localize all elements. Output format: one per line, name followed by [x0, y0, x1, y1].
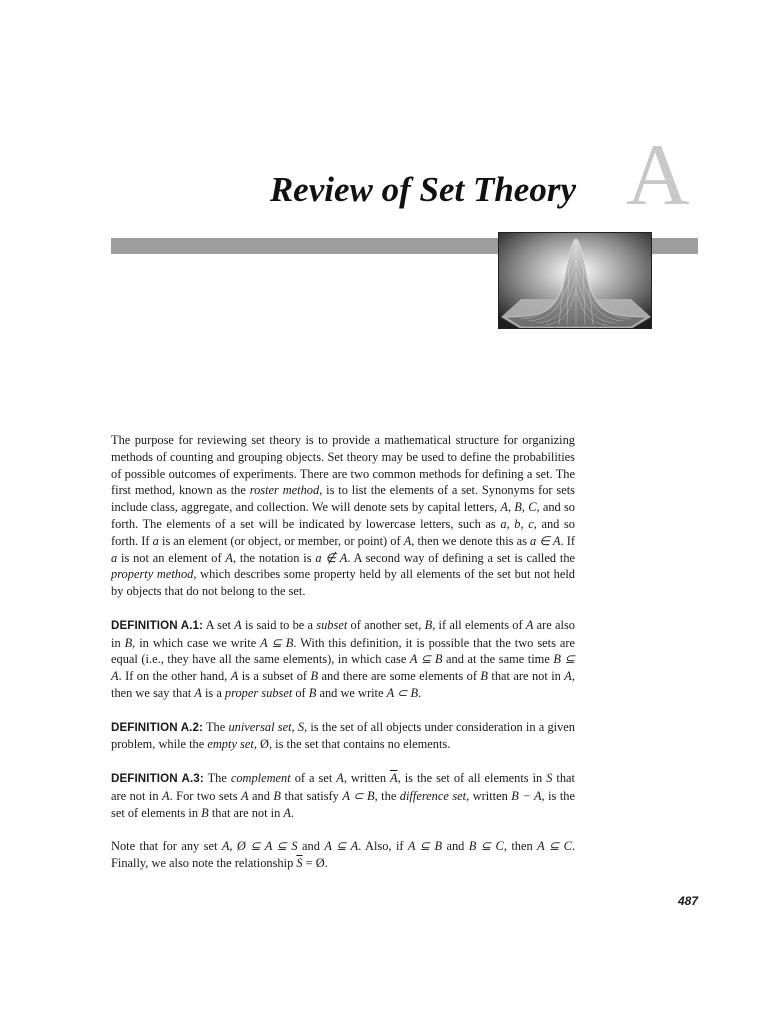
roster-method-term: roster method [249, 483, 320, 498]
definition-a2: DEFINITION A.2: The universal set, S, is the set of all objects under consideration in a given problem, while the empty set, Ø, is the set that contains no elements. [111, 719, 575, 752]
definition-label: DEFINITION A.2: [111, 720, 203, 734]
property-method-term: property method [111, 567, 194, 582]
chapter-letter: A [626, 127, 690, 224]
note-paragraph: Note that for any set A, Ø ⊆ A ⊆ S and A ⊆ A. Also, if A ⊆ B and B ⊆ C, then A ⊆ C. Finally, we also note the relationship $\overline{S}$ = Ø. [111, 839, 575, 870]
intro-paragraph: The purpose for reviewing set theory is to provide a mathematical structure for organizing methods of counting and grouping objects. Set theory may be used to define the probabilities of possible outcomes of experiments. There are two common methods for defining a set. The first method, known as the roster method, is to list the elements of a set. Synonyms for sets include class, aggregate, and collection. We will denote sets by capital letters, A, B, C, and so forth. The elements of a set will be indicated by lowercase letters, such as a, b, c, and so forth. If a is an element (or object, or member, or point) of A, then we denote this as a ∈ A. If a is not an element of A, the notation is a ∉ A. A second way of defining a set is called the property method, which describes some property held by all elements of the set but not held by objects that do not belong to the set. [111, 433, 576, 599]
body-text [111, 432, 575, 889]
definition-label: DEFINITION A.1: [111, 618, 204, 632]
page-number: 487 [677, 894, 698, 908]
gaussian-surface-plot-icon [498, 232, 652, 329]
definition-a3: DEFINITION A.3: The complement of a set A, written $\overline{A}$, is the set of all elements in S that are not in A. For two sets A and B that satisfy A ⊂ B, the difference set, written B − A, is the set of elements in B that are not in A. [111, 770, 575, 820]
definition-a1: DEFINITION A.1: A set A is said to be a subset of another set, B, if all elements of A are also in B, in which case we write A ⊆ B. With this definition, it is possible that the two sets are equal (i.e., they have all the same elements), in which case A ⊆ B and at the same time B ⊆ A. If on the other hand, A is a subset of B and there are some elements of B that are not in A, then we say that A is a proper subset of B and we write A ⊂ B. [111, 617, 576, 700]
chapter-title: Review of Set Theory [269, 170, 576, 209]
definition-label: DEFINITION A.3: [111, 771, 204, 785]
